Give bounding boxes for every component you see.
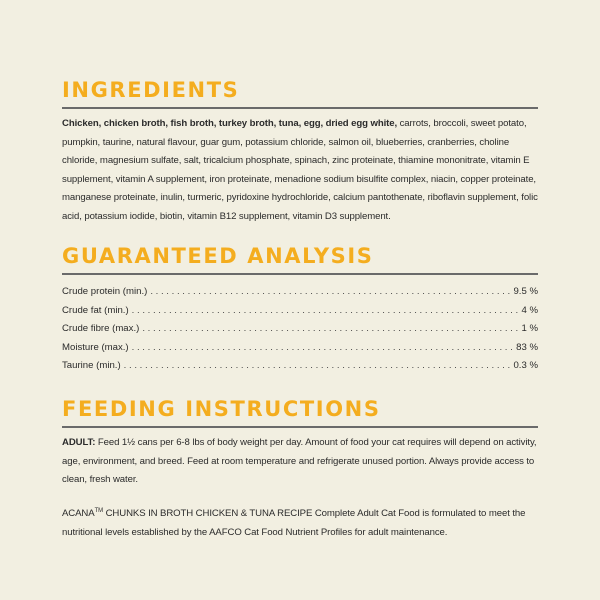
trademark-symbol: TM [94,507,104,514]
analysis-row [62,302,538,321]
ingredients-list [62,115,538,227]
analysis-label: Taurine (min.) [62,360,121,372]
ingredients-divider [62,107,538,109]
adult-instructions [62,434,538,490]
feeding-body [62,434,538,542]
analysis-value: 83 % [516,341,538,353]
aafco-statement [62,502,538,542]
brand-name: ACANA [62,507,95,519]
analysis-row [62,320,538,339]
analysis-label: Crude fat (min.) [62,304,129,316]
guaranteed-analysis-section [62,244,538,376]
analysis-label: Crude fibre (max.) [62,323,140,335]
feeding-instructions-section [62,397,538,542]
ingredients-heading: INGREDIENTS [62,78,240,102]
ingredients-section [62,78,538,227]
dot-leader [150,283,510,302]
adult-label: ADULT: [62,437,96,448]
dot-leader [132,339,513,358]
adult-text: Feed 1½ cans per 6-8 lbs of body weight per day. Amount of food your cat requires will depend on activity, age, environment, and breed. Feed at room temperature and refrigerate unused portion. Always provide access to clean, fresh water. [62,437,537,486]
ingredients-secondary: carrots, broccoli, sweet potato, pumpkin, taurine, natural flavour, guar gum, potassium chloride, salmon oil, blueberries, cranberries, choline chloride, magnesium sulfate, salt, tricalcium phosphate, spinach, zinc proteinate, thiamine mononitrate, vitamin E supplement, vitamin A supplement, iron proteinate, menadione sodium bisulfite complex, niacin, copper proteinate, manganese proteinate, inulin, turmeric, pyridoxine hydrochloride, calcium pantothenate, riboflavin supplement, folic acid, potassium iodide, biotin, vitamin B12 supplement, vitamin D3 supplement. [62,118,538,222]
dot-leader [132,302,519,321]
analysis-value: 0.3 % [513,360,538,372]
analysis-label: Moisture (max.) [62,341,129,353]
analysis-value: 1 % [521,323,538,335]
analysis-row [62,357,538,376]
paragraph-gap [62,490,538,502]
feeding-divider [62,426,538,428]
feeding-heading: FEEDING INSTRUCTIONS [62,397,381,421]
analysis-row [62,283,538,302]
analysis-heading: GUARANTEED ANALYSIS [62,244,374,268]
dot-leader [142,320,518,339]
analysis-value: 9.5 % [513,286,538,297]
analysis-divider [62,273,538,275]
dot-leader [124,357,511,376]
analysis-value: 4 % [521,304,538,316]
ingredients-primary: Chicken, chicken broth, fish broth, turkey broth, tuna, egg, dried egg white, [62,118,398,129]
analysis-label: Crude protein (min.) [62,286,148,297]
analysis-table [62,283,538,376]
statement-text: CHUNKS IN BROTH CHICKEN & TUNA RECIPE Complete Adult Cat Food is formulated to meet the nutritional levels established by the AAFCO Cat Food Nutrient Profiles for adult maintenance. [62,507,526,538]
analysis-row [62,339,538,358]
